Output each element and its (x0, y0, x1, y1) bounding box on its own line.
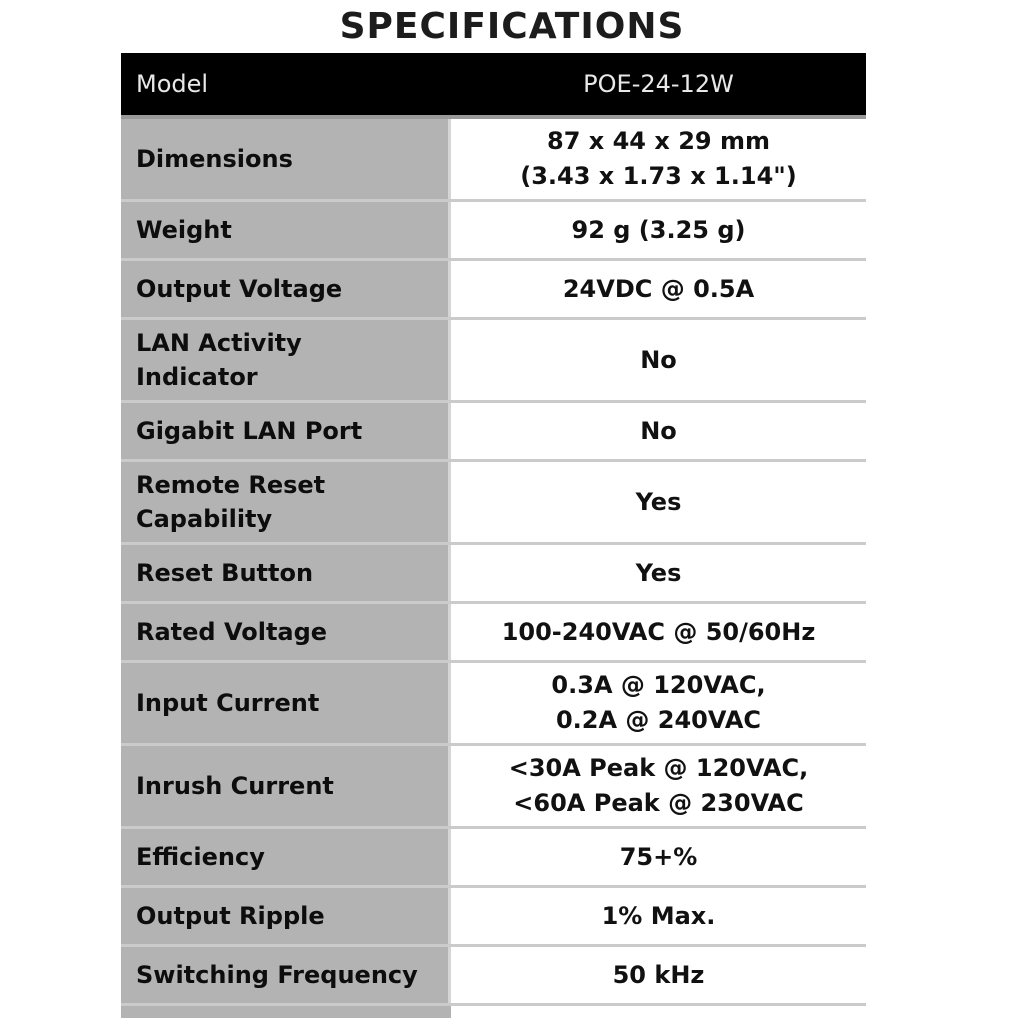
spec-value-line: 0.3A @ 120VAC, (551, 671, 766, 699)
spec-label-line: Capability (136, 505, 273, 533)
spec-value: 50 kHz (451, 947, 866, 1003)
spec-row-output-ripple (121, 888, 866, 947)
table-bottom-edge-value-cell (451, 1006, 866, 1018)
spec-label (121, 462, 451, 542)
spec-value: 1% Max. (451, 888, 866, 944)
spec-value: Yes (451, 462, 866, 542)
spec-value (451, 663, 866, 743)
spec-row-efficiency (121, 829, 866, 888)
spec-value: Yes (451, 545, 866, 601)
spec-row-remote-reset (121, 462, 866, 545)
table-bottom-edge (121, 1006, 866, 1018)
spec-row-lan-activity (121, 320, 866, 403)
spec-value-line: <60A Peak @ 230VAC (513, 789, 804, 817)
spec-label: Rated Voltage (121, 604, 451, 660)
spec-label (121, 320, 451, 400)
spec-value: No (451, 403, 866, 459)
spec-table (121, 53, 866, 1018)
spec-row-switching-frequency (121, 947, 866, 1006)
spec-value-line: <30A Peak @ 120VAC, (508, 754, 809, 782)
spec-value: 75+% (451, 829, 866, 885)
spec-row-inrush-current (121, 746, 866, 829)
spec-label: Weight (121, 202, 451, 258)
spec-row-gigabit-lan (121, 403, 866, 462)
page-title: SPECIFICATIONS (339, 6, 685, 47)
spec-value: 92 g (3.25 g) (451, 202, 866, 258)
spec-value: 24VDC @ 0.5A (451, 261, 866, 317)
spec-row-input-current (121, 663, 866, 746)
spec-label: Efficiency (121, 829, 451, 885)
spec-value: 100-240VAC @ 50/60Hz (451, 604, 866, 660)
spec-label: Inrush Current (121, 746, 451, 826)
spec-label: Gigabit LAN Port (121, 403, 451, 459)
spec-label: Reset Button (121, 545, 451, 601)
table-header-row (121, 53, 866, 119)
spec-value: No (451, 320, 866, 400)
table-bottom-edge-label-cell (121, 1006, 451, 1018)
spec-row-rated-voltage (121, 604, 866, 663)
spec-row-output-voltage (121, 261, 866, 320)
spec-value (451, 119, 866, 199)
spec-label-line: LAN Activity (136, 329, 302, 357)
spec-row-weight (121, 202, 866, 261)
spec-label: Output Ripple (121, 888, 451, 944)
spec-value (451, 746, 866, 826)
spec-row-dimensions (121, 119, 866, 202)
spec-label-line: Remote Reset (136, 471, 326, 499)
spec-label-line: Indicator (136, 363, 258, 391)
spec-label: Output Voltage (121, 261, 451, 317)
spec-row-reset-button (121, 545, 866, 604)
header-value: POE-24-12W (583, 70, 734, 98)
spec-label: Input Current (121, 663, 451, 743)
header-label: Model (136, 70, 209, 98)
spec-label: Dimensions (121, 119, 451, 199)
spec-value-line: 87 x 44 x 29 mm (547, 127, 770, 155)
spec-value-line: (3.43 x 1.73 x 1.14") (520, 162, 797, 190)
spec-value-line: 0.2A @ 240VAC (555, 706, 762, 734)
spec-label: Switching Frequency (121, 947, 451, 1003)
